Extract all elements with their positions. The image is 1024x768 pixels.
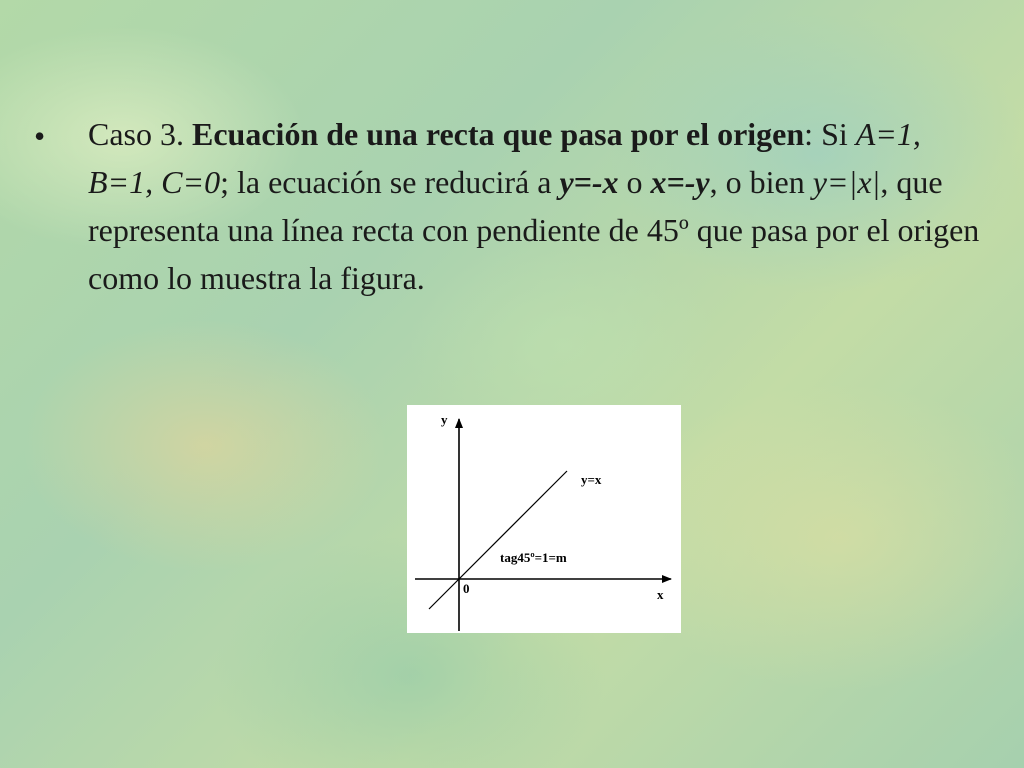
equation-3: y=|x| xyxy=(812,164,881,200)
text-reduces: ; la ecuación se reducirá a xyxy=(220,164,560,200)
y-axis-label: y xyxy=(441,412,448,427)
bullet-marker: • xyxy=(34,118,46,154)
slope-label: tag45º=1=m xyxy=(500,550,567,565)
case-label: Caso 3. xyxy=(88,116,192,152)
equation-1: y=-x xyxy=(559,164,619,200)
text-description: , que representa una línea recta con pendiente de 45º que pasa por el origen como lo muestra la figura. xyxy=(88,164,980,296)
text-or-else: , o bien xyxy=(709,164,813,200)
bullet-paragraph xyxy=(88,110,993,302)
origin-label: 0 xyxy=(463,581,470,596)
text-si: : Si xyxy=(804,116,856,152)
figure-graph xyxy=(407,405,681,633)
conditions-text: A=1, B=1, C=0 xyxy=(88,116,921,200)
line-figure xyxy=(407,405,681,633)
line-label: y=x xyxy=(581,472,602,487)
line-y-equals-x xyxy=(429,471,567,609)
x-axis-label: x xyxy=(657,587,664,602)
text-or: o xyxy=(618,164,651,200)
case-title: Ecuación de una recta que pasa por el origen xyxy=(192,116,805,152)
equation-2: x=-y xyxy=(650,164,710,200)
